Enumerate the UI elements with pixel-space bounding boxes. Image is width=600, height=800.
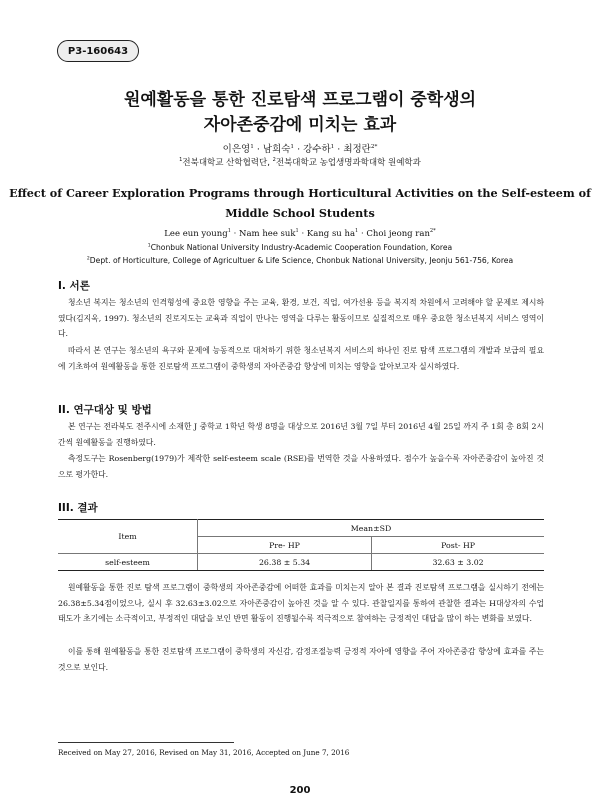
author-name: Kang su ha bbox=[306, 229, 356, 239]
table-header-pre: Pre- HP bbox=[198, 537, 372, 554]
section-heading-methods: II. 연구대상 및 방법 bbox=[58, 404, 152, 416]
author-name: 이은영 bbox=[222, 144, 251, 155]
results-table bbox=[58, 519, 544, 571]
english-title-line2: Middle School Students bbox=[225, 206, 375, 220]
author-name: 남희숙 bbox=[262, 144, 291, 155]
table-cell-item: self-esteem bbox=[58, 554, 198, 571]
received-footnote: Received on May 27, 2016, Revised on May 31, 2016, Accepted on June 7, 2016 bbox=[58, 748, 350, 757]
table-row bbox=[58, 554, 544, 571]
table-cell-pre: 26.38 ± 5.34 bbox=[198, 554, 372, 571]
paper-id-badge: P3-160643 bbox=[57, 40, 139, 62]
section-heading-results: III. 결과 bbox=[58, 502, 98, 514]
methods-paragraph-2: 측정도구는 Rosenberg(1979)가 제작한 self-esteem scale (RSE)를 번역한 것을 사용하였다. 점수가 높을수록 자아존중감이 높아진 것으로 평가한다. bbox=[58, 454, 544, 479]
footnote-divider bbox=[58, 742, 234, 743]
english-affiliations: $^1$Chonbuk National University Industry-Academic Cooperation Foundation, Korea $^2$Dept. of Horticulture, College of Agricultuer & Life Science, Chonbuk National University, Jeonju 561-756, Korea bbox=[86, 243, 514, 265]
korean-title-line1: 원예활동을 통한 진로탐색 프로그램이 중학생의 bbox=[123, 90, 477, 110]
author-name: Lee eun young bbox=[164, 229, 228, 239]
results-paragraph-2: 이를 통해 원예활동을 통한 진로탐색 프로그램이 중학생의 자신감, 감정조절능력 긍정적 자아에 영향을 주어 자아존중감 향상에 효과를 주는 것으로 보인다. bbox=[58, 647, 544, 672]
author-name: 최정란 bbox=[343, 144, 371, 155]
results-paragraph-1: 원예활동을 통한 진로 탐색 프로그램이 중학생의 자아존중감에 어떠한 효과를 미치는지 알아 본 결과 진로탐색 프로그램을 실시하기 전에는 26.38±5.34점이었으나, 실시 후 32.63±3.02으로 자아존중감이 높아진 것을 알 수 있다. 관찰일지를 통하여 관찰한 결과는 H대상자의 수업태도가 초기에는 소극적이고, 부정적인 대답을 보인 반면 활동이 진행될수록 적극적으로 참여하는 긍정적인 대답을 많이 하는 변화를 보였다. bbox=[58, 583, 544, 623]
intro-paragraph-2: 따라서 본 연구는 청소년의 욕구와 문제에 능동적으로 대처하기 위한 청소년복지 서비스의 하나인 진로 탐색 프로그램의 개발과 보급의 필요에 기초하여 원예활동을 통한 진로탐색 프로그램이 중학생의 자아존중감 향상에 미치는 영향을 알아보고자 실시하였다. bbox=[58, 346, 544, 371]
korean-title bbox=[0, 88, 600, 138]
table-header-post: Post- HP bbox=[372, 537, 544, 554]
korean-authors: 이은영$^1$ · 남희숙$^1$ · 강수하$^1$ · 최정란$^{2*}$ bbox=[222, 143, 378, 155]
methods-paragraph-1: 본 연구는 전라북도 전주시에 소재한 J 중학교 1학년 학생 8명을 대상으로 2016년 3월 7일 부터 2016년 4월 25일 까지 주 1회 총 8회 2시간씩 원예활동을 진행하였다. bbox=[58, 422, 544, 447]
table-cell-post: 32.63 ± 3.02 bbox=[372, 554, 544, 571]
intro-paragraph-1: 청소년 복지는 청소년의 인격형성에 중요한 영향을 주는 교육, 환경, 보건, 직업, 여가선용 등을 복지적 차원에서 고려해야 할 문제로 제시하였다(김지욱, 1997). 청소년의 진로지도는 교육과 직업이 만나는 영역을 다루는 활동이므로 실질적으로 매우 중요한 청소년복지 서비스 영역이다. bbox=[58, 298, 544, 338]
korean-title-line2: 자아존중감에 미치는 효과 bbox=[203, 115, 397, 135]
english-title-line1: Effect of Career Exploration Programs through Horticultural Activities on the Self-esteem of bbox=[9, 186, 591, 200]
korean-affiliations: $^1$전북대학교 산학협력단, $^2$전북대학교 농업생명과학대학 원예학과 bbox=[179, 157, 421, 168]
english-authors: Lee eun young$^1$ · Nam hee suk$^1$ · Kang su $ha^1$ · Choi jeong ran$^{2*}$ bbox=[164, 228, 436, 239]
english-title bbox=[0, 183, 600, 223]
author-name: Choi jeong ran bbox=[366, 229, 430, 239]
table-header-item: Item bbox=[58, 520, 198, 554]
author-name: Nam hee suk bbox=[239, 229, 296, 239]
section-heading-introduction: I. 서론 bbox=[58, 280, 90, 292]
author-name: 강수하 bbox=[303, 144, 331, 155]
table-header-mean-sd: Mean±SD bbox=[198, 520, 545, 537]
page-number: 200 bbox=[289, 785, 311, 796]
